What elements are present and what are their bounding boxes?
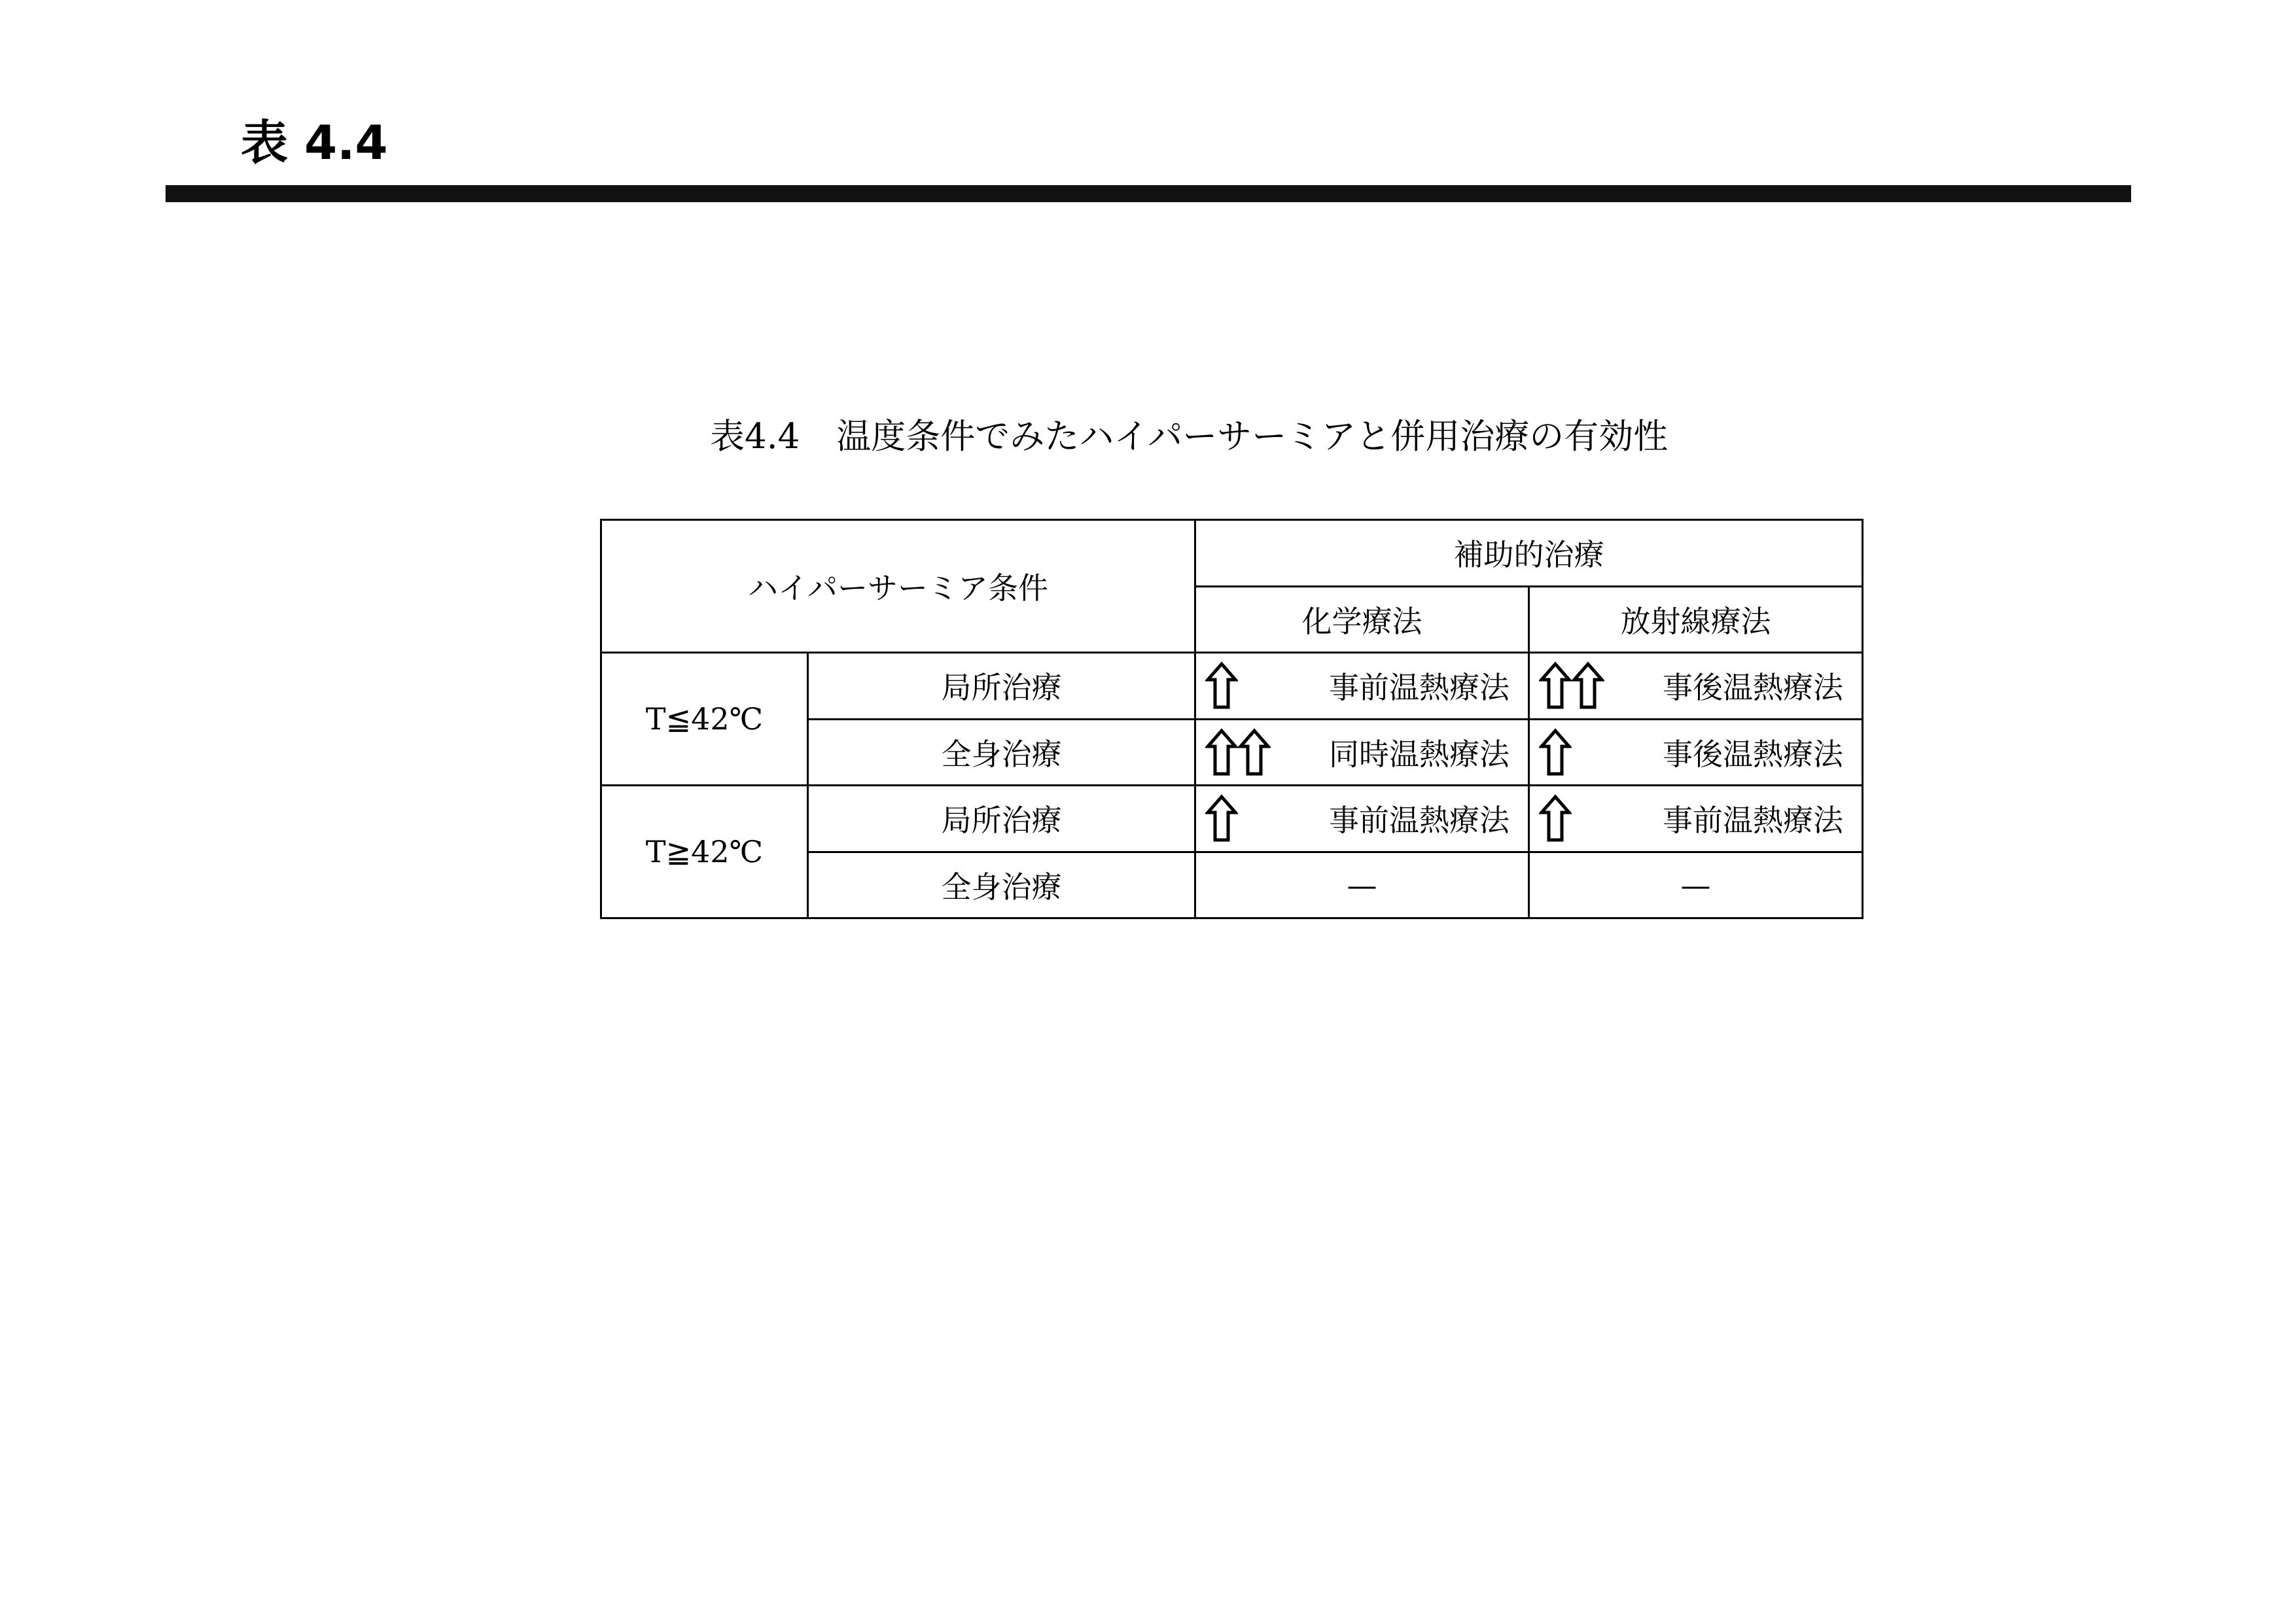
effect-label: 事後温熱療法	[1663, 670, 1843, 706]
table-row	[601, 653, 1863, 720]
page-heading: 表 4.4	[241, 115, 388, 170]
up-arrow-icon	[1205, 728, 1238, 777]
treatment-cell: 局所治療	[808, 653, 1195, 720]
effect-label: 事前温熱療法	[1329, 670, 1510, 706]
effect-arrows	[1205, 794, 1238, 843]
radio-effect-cell	[1529, 653, 1863, 720]
up-arrow-icon	[1539, 661, 1572, 710]
chemo-effect-cell	[1195, 852, 1529, 918]
radio-header: 放射線療法	[1529, 586, 1863, 653]
heading-rule	[166, 185, 2131, 202]
radio-effect-cell	[1529, 719, 1863, 786]
effect-label: 同時温熱療法	[1329, 736, 1510, 772]
table-caption	[710, 411, 1668, 463]
effect-table	[600, 519, 1863, 919]
radio-effect-cell	[1529, 852, 1863, 918]
effect-arrows	[1539, 728, 1572, 777]
temperature-cell: T≦42℃	[601, 653, 808, 786]
caption-title: 温度条件でみたハイパーサーミアと併用治療の有効性	[836, 417, 1669, 457]
chemo-effect-cell	[1195, 653, 1529, 720]
up-arrow-icon	[1238, 728, 1271, 777]
effect-arrows	[1539, 794, 1572, 843]
treatment-cell: 局所治療	[808, 786, 1195, 852]
effect-label: 事後温熱療法	[1663, 736, 1843, 772]
up-arrow-icon	[1539, 794, 1572, 843]
up-arrow-icon	[1572, 661, 1604, 710]
caption-number: 表4.4	[710, 417, 800, 457]
effect-arrows	[1205, 661, 1238, 710]
chemo-header: 化学療法	[1195, 586, 1529, 653]
up-arrow-icon	[1539, 728, 1572, 777]
no-effect-dash: —	[1680, 867, 1711, 903]
treatment-cell: 全身治療	[808, 852, 1195, 918]
effect-arrows	[1539, 661, 1604, 710]
chemo-effect-cell	[1195, 786, 1529, 852]
up-arrow-icon	[1205, 661, 1238, 710]
effect-label: 事前温熱療法	[1663, 803, 1843, 839]
adjuvant-header: 補助的治療	[1195, 520, 1863, 587]
up-arrow-icon	[1205, 794, 1238, 843]
temperature-cell: T≧42℃	[601, 786, 808, 918]
chemo-effect-cell	[1195, 719, 1529, 786]
effect-label: 事前温熱療法	[1329, 803, 1510, 839]
treatment-cell: 全身治療	[808, 719, 1195, 786]
effect-arrows	[1205, 728, 1271, 777]
header-row-1	[601, 520, 1863, 587]
table-row	[601, 786, 1863, 852]
no-effect-dash: —	[1347, 867, 1377, 903]
radio-effect-cell	[1529, 786, 1863, 852]
condition-header: ハイパーサーミア条件	[601, 520, 1195, 653]
